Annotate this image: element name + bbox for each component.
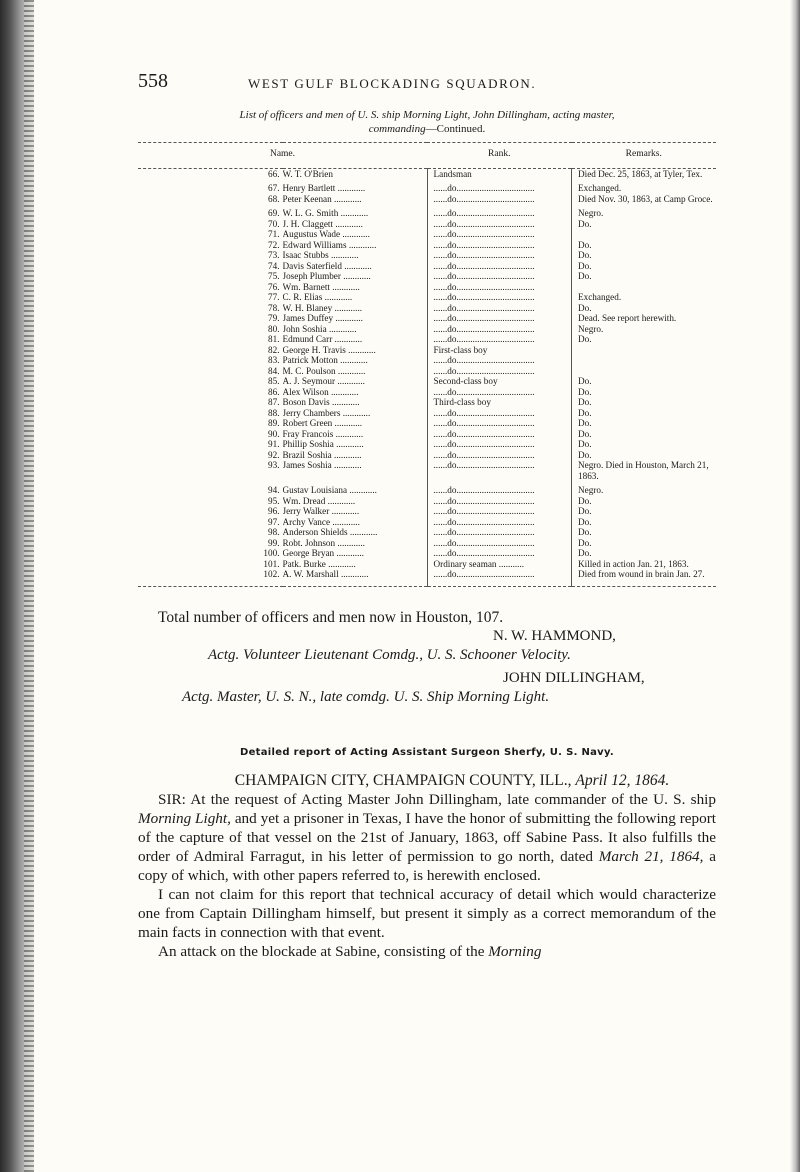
crew-remarks: Killed in action Jan. 21, 1863.	[578, 558, 689, 569]
crew-rank: First-class boy	[427, 345, 572, 356]
crew-remarks: Do.	[578, 548, 592, 558]
row-number: 81.	[268, 334, 280, 344]
crew-name: Edward Williams ............	[283, 240, 428, 251]
dateline-place: CHAMPAIGN CITY, CHAMPAIGN COUNTY, ILL.,	[234, 771, 572, 789]
table-row	[138, 313, 716, 324]
table-row	[138, 194, 716, 205]
row-number: 98.	[268, 527, 280, 537]
row-number: 101.	[263, 558, 280, 569]
table-row	[138, 355, 716, 366]
crew-rank: Landsman	[427, 168, 572, 179]
row-number: 76.	[268, 281, 280, 292]
caption-line-2	[146, 122, 708, 136]
crew-name: Brazil Soshia ............	[283, 450, 428, 461]
report-body	[138, 790, 716, 961]
crew-remarks: Negro.	[578, 208, 604, 218]
signature-block	[138, 627, 716, 707]
row-number: 94.	[268, 485, 280, 495]
crew-remarks: Do.	[578, 271, 592, 281]
crew-rank: ......do..................................	[427, 219, 572, 230]
table-row	[138, 460, 716, 481]
crew-name: A. J. Seymour ............	[283, 376, 428, 387]
row-number: 69.	[268, 208, 280, 218]
crew-remarks: Died from wound in brain Jan. 27.	[572, 569, 717, 586]
table-row	[138, 569, 716, 586]
crew-remarks: Do.	[578, 418, 592, 428]
crew-name: James Soshia ............	[283, 460, 428, 481]
crew-name: Fray Francois ............	[283, 429, 428, 440]
total-count-line: Total number of officers and men now in Houston, 107.	[158, 608, 504, 626]
crew-rank: ......do..................................	[427, 496, 572, 507]
crew-remarks: Do.	[578, 439, 592, 449]
table-row	[138, 376, 716, 387]
row-number: 77.	[268, 292, 280, 302]
table-row	[138, 219, 716, 230]
paragraph-3-ship: Morning	[488, 942, 542, 960]
row-number: 95.	[268, 495, 280, 506]
paragraph-1	[138, 790, 716, 885]
crew-remarks	[572, 355, 717, 366]
table-row	[138, 397, 716, 408]
table-row	[138, 527, 716, 538]
signature-dillingham-name: JOHN DILLINGHAM,	[503, 669, 645, 686]
crew-rank: ......do..................................	[427, 282, 572, 293]
crew-name: Jerry Walker ............	[283, 506, 428, 517]
crew-remarks: Do.	[578, 218, 592, 229]
row-number: 102.	[138, 569, 283, 586]
crew-rank: ......do..................................	[427, 517, 572, 528]
crew-remarks: Do.	[578, 386, 592, 397]
crew-name: Isaac Stubbs ............	[283, 250, 428, 261]
table-row	[138, 168, 716, 179]
page-right-edge	[790, 0, 800, 1172]
crew-rank: Third-class boy	[427, 397, 572, 408]
crew-rank: Second-class boy	[427, 376, 572, 387]
paragraph-2: I can not claim for this report that technical accuracy of detail which would characterize one from Captain Dillingham himself, but present it simply as a correct memorandum of the main facts in connection with that event.	[138, 885, 716, 941]
crew-rank: ......do..................................	[427, 485, 572, 496]
row-number: 67.	[268, 183, 280, 193]
signature-dillingham-title: Actg. Master, U. S. N., late comdg. U. S. Ship Morning Light.	[182, 688, 550, 705]
caption-line-1: List of officers and men of U. S. ship Morning Light, John Dillingham, acting master,	[239, 109, 615, 121]
row-number: 89.	[268, 418, 280, 428]
row-number: 88.	[268, 407, 280, 418]
crew-name: Patk. Burke ............	[283, 559, 428, 570]
crew-rank: ......do..................................	[427, 229, 572, 240]
crew-remarks: Died Nov. 30, 1863, at Camp Groce.	[578, 193, 713, 204]
table-caption	[146, 108, 708, 136]
crew-remarks: Do.	[578, 495, 592, 506]
row-number: 96.	[268, 506, 280, 516]
row-number: 87.	[268, 397, 280, 407]
paragraph-1-text-c: a copy of which, with other papers referred to, is herewith enclosed.	[138, 847, 716, 884]
crew-remarks: Do.	[578, 239, 592, 250]
row-number: 93.	[268, 460, 280, 470]
row-number: 70.	[268, 218, 280, 229]
crew-remarks: Do.	[578, 506, 592, 516]
crew-name: Archy Vance ............	[283, 517, 428, 528]
crew-name: Robert Green ............	[283, 418, 428, 429]
crew-rank: ......do..................................	[427, 183, 572, 194]
crew-remarks: Negro.	[578, 485, 604, 495]
table-row	[138, 324, 716, 335]
table-row	[138, 506, 716, 517]
crew-name: Alex Wilson ............	[283, 387, 428, 398]
crew-rank: ......do..................................	[427, 208, 572, 219]
crew-name: J. H. Claggett ............	[283, 219, 428, 230]
table-row	[138, 548, 716, 559]
crew-name: Henry Bartlett ............	[283, 183, 428, 194]
crew-remarks: Do.	[578, 449, 592, 460]
crew-name: W. T. O'Brien	[283, 168, 428, 179]
crew-remarks	[572, 345, 717, 356]
table-row	[138, 559, 716, 570]
table-row	[138, 303, 716, 314]
crew-remarks: Do.	[578, 397, 592, 407]
table-header-row	[138, 143, 716, 169]
row-number: 90.	[268, 428, 280, 439]
crew-rank: ......do..................................	[427, 366, 572, 377]
caption-commanding: commanding	[368, 123, 426, 135]
crew-remarks: Do.	[578, 516, 592, 527]
row-number: 79.	[268, 313, 280, 323]
table-row	[138, 250, 716, 261]
row-number: 73.	[268, 250, 280, 260]
crew-name: Wm. Dread ............	[283, 496, 428, 507]
crew-rank: ......do..................................	[427, 506, 572, 517]
crew-rank: ......do..................................	[427, 538, 572, 549]
crew-name: C. R. Elias ............	[283, 292, 428, 303]
row-number: 99.	[268, 537, 280, 548]
crew-name: Peter Keenan ............	[283, 194, 428, 205]
row-number: 66.	[268, 168, 280, 179]
crew-remarks: Do.	[578, 302, 592, 313]
crew-name: Edmund Carr ............	[283, 334, 428, 345]
crew-remarks: Do.	[578, 537, 592, 548]
table-row	[138, 345, 716, 356]
report-heading: Detailed report of Acting Assistant Surgeon Sherfy, U. S. Navy.	[240, 746, 614, 758]
table-row	[138, 261, 716, 272]
dateline-date: April 12, 1864.	[575, 771, 670, 789]
crew-rank: ......do..................................	[427, 439, 572, 450]
crew-name: Jerry Chambers ............	[283, 408, 428, 419]
crew-remarks	[572, 229, 717, 240]
crew-name: Phillip Soshia ............	[283, 439, 428, 450]
row-number: 80.	[268, 323, 280, 334]
crew-rank: ......do..................................	[427, 313, 572, 324]
crew-name: John Soshia ............	[283, 324, 428, 335]
table-row	[138, 292, 716, 303]
crew-name: George Bryan ............	[283, 548, 428, 559]
crew-remarks	[572, 366, 717, 377]
crew-rank: ......do..................................	[427, 548, 572, 559]
document-page	[138, 70, 716, 961]
table-row	[138, 418, 716, 429]
table-row	[138, 282, 716, 293]
ship-name: Morning Light,	[138, 809, 231, 827]
paragraph-3-text: An attack on the blockade at Sabine, consisting of the	[158, 942, 485, 960]
crew-rank: Ordinary seaman ...........	[427, 559, 572, 570]
crew-name: Wm. Barnett ............	[283, 282, 428, 293]
row-number: 84.	[268, 365, 280, 376]
paragraph-1-text-a: At the request of Acting Master John Dillingham, late commander of the U. S. ship	[190, 790, 716, 808]
crew-rank: ......do..................................	[427, 261, 572, 272]
crew-rank: ......do..................................	[427, 429, 572, 440]
crew-name: Boson Davis ............	[283, 397, 428, 408]
crew-remarks: Negro.	[578, 323, 604, 334]
paragraph-1-text-b: and yet a prisoner in Texas, I have the honor of submitting the following report of the capture of that vessel on the 21st of January, 1863, off Sabine Pass. It also fulfills the order of Admiral Farragut, in his letter of permission to go north, dated	[138, 809, 717, 865]
table-row	[138, 408, 716, 419]
table-row	[138, 334, 716, 345]
row-number: 97.	[268, 516, 280, 527]
crew-name: Gustav Louisiana ............	[283, 485, 428, 496]
row-number: 75.	[268, 271, 280, 281]
row-number: 91.	[268, 439, 280, 449]
crew-remarks: Dead. See report herewith.	[578, 313, 677, 323]
row-number: 83.	[268, 355, 280, 365]
crew-remarks: Do.	[578, 250, 592, 260]
crew-rank: ......do..................................	[427, 387, 572, 398]
crew-name: Davis Saterfield ............	[283, 261, 428, 272]
table-row	[138, 485, 716, 496]
crew-name: Patrick Motton ............	[283, 355, 428, 366]
table-row	[138, 450, 716, 461]
row-number: 78.	[268, 302, 280, 313]
row-number: 72.	[268, 239, 280, 250]
signature-hammond-name: N. W. HAMMOND,	[493, 627, 616, 644]
crew-name: James Duffey ............	[283, 313, 428, 324]
letter-date: March 21, 1864,	[598, 847, 704, 865]
crew-rank: ......do..................................	[427, 569, 572, 586]
crew-remarks: Died Dec. 25, 1863, at Tyler, Tex.	[578, 168, 703, 179]
salutation: SIR:	[158, 790, 186, 808]
header-name: Name.	[138, 143, 427, 169]
running-title: WEST GULF BLOCKADING SQUADRON.	[248, 76, 537, 91]
crew-remarks: Do.	[578, 260, 592, 271]
table-row	[138, 208, 716, 219]
crew-remarks: Do.	[578, 407, 592, 418]
crew-rank: ......do..................................	[427, 418, 572, 429]
crew-rank: ......do..................................	[427, 460, 572, 481]
table-row	[138, 271, 716, 282]
crew-remarks: Exchanged.	[578, 292, 622, 302]
crew-rank: ......do..................................	[427, 194, 572, 205]
caption-continued: —Continued.	[425, 123, 486, 135]
crew-remarks: Exchanged.	[578, 183, 622, 193]
row-number: 74.	[268, 260, 280, 271]
table-row	[138, 429, 716, 440]
crew-rank: ......do..................................	[427, 250, 572, 261]
header-rank: Rank.	[427, 143, 572, 169]
crew-rank: ......do..................................	[427, 271, 572, 282]
crew-name: Robt. Johnson ............	[283, 538, 428, 549]
book-binding-edge	[0, 0, 34, 1172]
crew-rank: ......do..................................	[427, 303, 572, 314]
row-number: 68.	[268, 193, 280, 204]
signature-hammond-title: Actg. Volunteer Lieutenant Comdg., U. S. Schooner Velocity.	[208, 646, 571, 663]
running-head	[138, 70, 716, 98]
crew-remarks: Do.	[578, 527, 592, 537]
table-row	[138, 439, 716, 450]
row-number: 92.	[268, 449, 280, 460]
roster-body	[138, 168, 716, 586]
row-number: 85.	[268, 376, 280, 386]
row-number: 71.	[268, 229, 280, 239]
crew-roster-table	[138, 142, 716, 587]
table-row	[138, 229, 716, 240]
crew-name: A. W. Marshall ............	[283, 569, 428, 586]
crew-name: Anderson Shields ............	[283, 527, 428, 538]
crew-name: George H. Travis ............	[283, 345, 428, 356]
table-row	[138, 387, 716, 398]
crew-name: M. C. Poulson ............	[283, 366, 428, 377]
crew-remarks: Do.	[578, 428, 592, 439]
crew-remarks: Do.	[578, 376, 592, 386]
table-row	[138, 240, 716, 251]
crew-remarks: Negro. Died in Houston, March 21, 1863.	[578, 460, 709, 481]
table-row	[138, 496, 716, 507]
crew-name: W. L. G. Smith ............	[283, 208, 428, 219]
crew-name: Augustus Wade ............	[283, 229, 428, 240]
crew-rank: ......do..................................	[427, 408, 572, 419]
table-row	[138, 517, 716, 528]
crew-rank: ......do..................................	[427, 527, 572, 538]
crew-remarks: Do.	[578, 334, 592, 344]
table-row	[138, 538, 716, 549]
crew-name: W. H. Blaney ............	[283, 303, 428, 314]
row-number: 86.	[268, 386, 280, 397]
row-number: 82.	[268, 344, 280, 355]
table-row	[138, 183, 716, 194]
crew-rank: ......do..................................	[427, 324, 572, 335]
dateline	[188, 772, 716, 790]
crew-remarks	[572, 282, 717, 293]
header-remarks: Remarks.	[572, 143, 717, 169]
crew-name: Joseph Plumber ............	[283, 271, 428, 282]
crew-rank: ......do..................................	[427, 240, 572, 251]
crew-rank: ......do..................................	[427, 450, 572, 461]
crew-rank: ......do..................................	[427, 334, 572, 345]
row-number: 100.	[263, 548, 280, 558]
table-row	[138, 366, 716, 377]
page-number: 558	[138, 70, 168, 92]
crew-rank: ......do..................................	[427, 292, 572, 303]
crew-rank: ......do..................................	[427, 355, 572, 366]
paragraph-3	[138, 942, 716, 961]
